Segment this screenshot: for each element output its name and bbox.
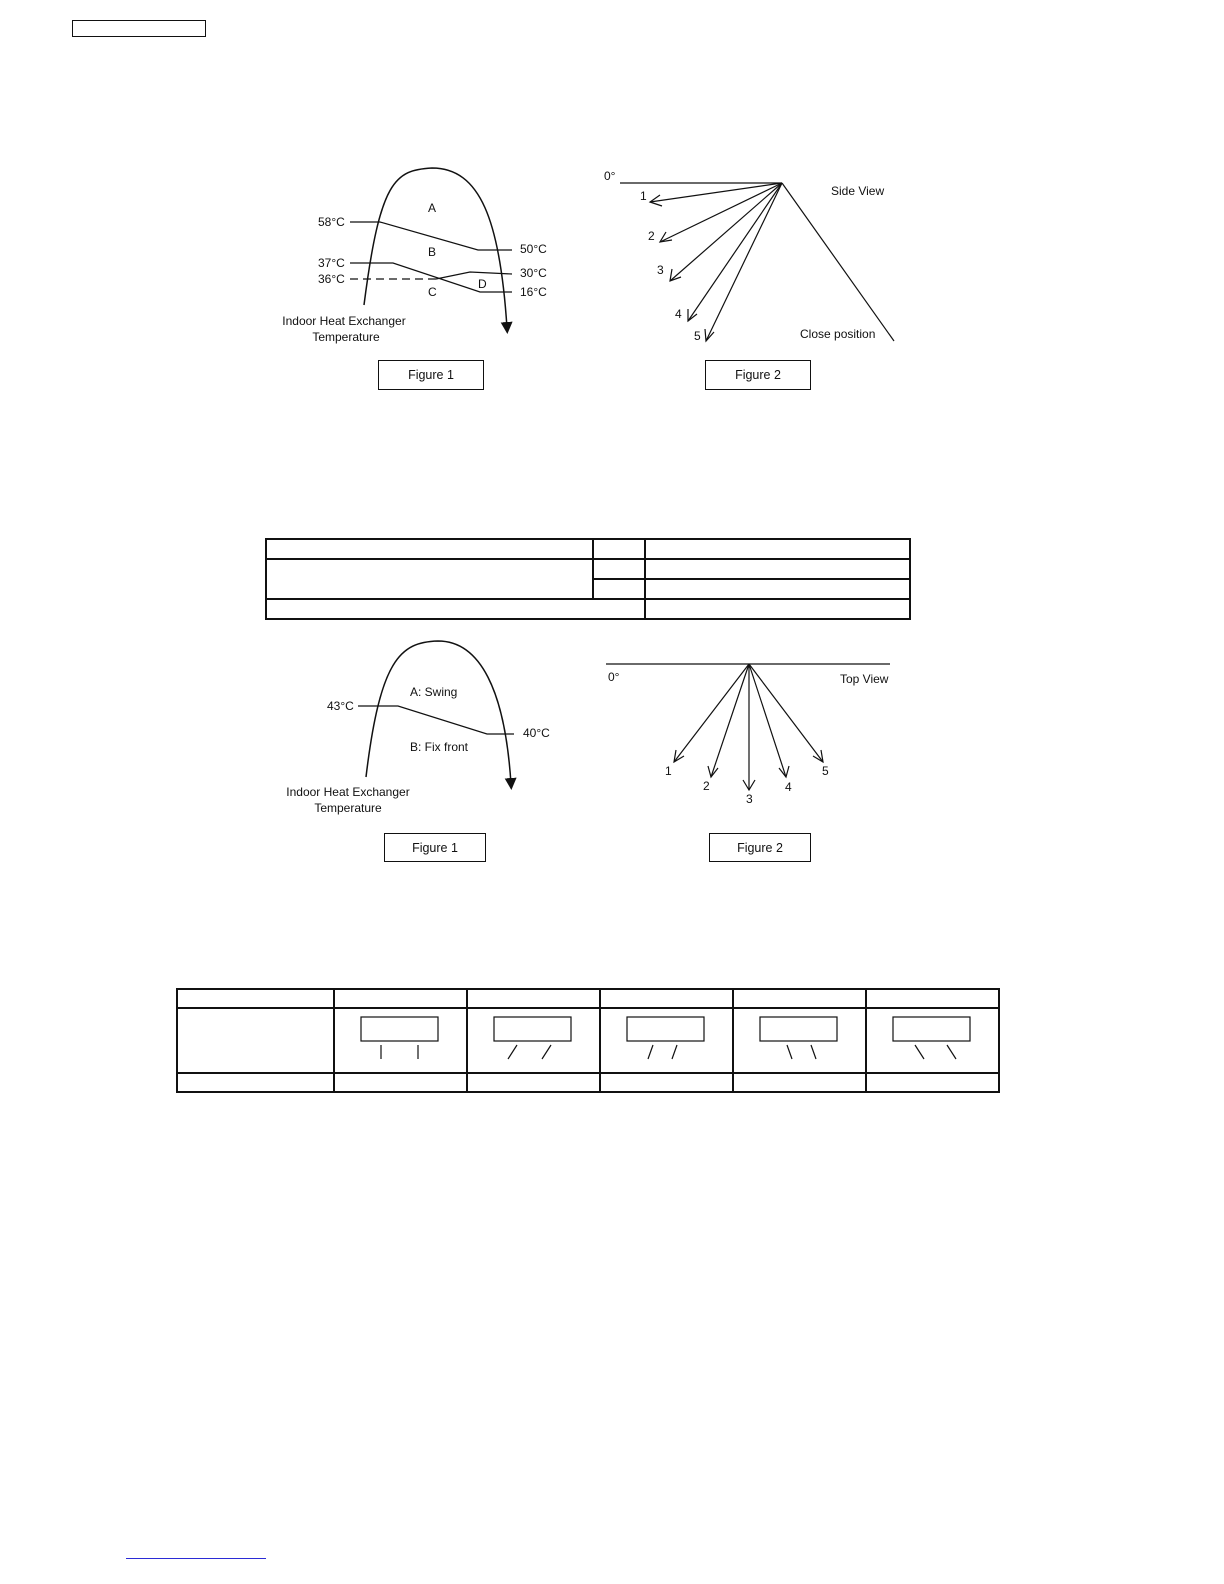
- caption-top-figure2: Figure 2: [705, 360, 811, 390]
- table-row: [177, 1008, 999, 1073]
- temp-40-label: 40°C: [523, 726, 550, 740]
- louver-left-wide-icon: [468, 1009, 599, 1067]
- table-cell: [334, 1073, 467, 1092]
- table-row: [266, 539, 910, 559]
- close-position-label: Close position: [800, 327, 876, 341]
- position-label-1: 1: [640, 189, 647, 203]
- table-cell: [593, 579, 645, 599]
- louver-table: [176, 988, 1000, 1093]
- table-cell: [334, 1008, 467, 1073]
- table-row: [177, 989, 999, 1008]
- hposition-label-1: 1: [665, 764, 672, 778]
- hvane-arrow-4: [749, 664, 786, 777]
- temp-36-label: 36°C: [318, 272, 345, 286]
- temp-43-label: 43°C: [327, 699, 354, 713]
- hvane-arrow-1: [674, 664, 749, 762]
- table-cell: [467, 1073, 600, 1092]
- table-cell: [593, 559, 645, 579]
- table-cell: [266, 539, 593, 559]
- table-cell: [733, 1008, 866, 1073]
- position-label-5: 5: [694, 329, 701, 343]
- hvane-arrow-2: [711, 664, 749, 777]
- table-cell: [645, 579, 910, 599]
- close-position-line: [782, 183, 894, 341]
- temp-50-label: 50°C: [520, 242, 547, 256]
- top-figure2-labels: [604, 169, 884, 343]
- hvane-arrow-5: [749, 664, 823, 762]
- table-cell: [467, 989, 600, 1008]
- table-cell: [866, 1008, 999, 1073]
- vane-arrow-4: [688, 183, 782, 321]
- top-figure1-diagram: [282, 168, 547, 344]
- table-cell: [600, 1073, 733, 1092]
- zone-fix-front-label: B: Fix front: [410, 740, 469, 754]
- caption-top-figure1: Figure 1: [378, 360, 484, 390]
- angle-table: [265, 538, 911, 620]
- zero-degree-label: 0°: [604, 169, 616, 183]
- top-view-label: Top View: [840, 672, 889, 686]
- hposition-label-2: 2: [703, 779, 710, 793]
- axis-label-line2-b: Temperature: [314, 801, 382, 815]
- louver-left-narrow-icon: [601, 1009, 732, 1067]
- zone-d-label: D: [478, 277, 487, 291]
- vane-arrow-5: [706, 183, 782, 341]
- table-cell: [645, 559, 910, 579]
- axis-label-line1: Indoor Heat Exchanger: [282, 314, 406, 328]
- table-cell: [177, 989, 334, 1008]
- table-cell: [733, 989, 866, 1008]
- temp-37-label: 37°C: [318, 256, 345, 270]
- louver-right-wide-icon: [867, 1009, 998, 1067]
- table-cell: [866, 1073, 999, 1092]
- hposition-label-3: 3: [746, 792, 753, 806]
- table-cell: [177, 1073, 334, 1092]
- temp-30-label: 30°C: [520, 266, 547, 280]
- threshold-30-line: [436, 272, 512, 279]
- temp-16-label: 16°C: [520, 285, 547, 299]
- louver-straight-icon: [335, 1009, 466, 1067]
- table-row: [266, 599, 910, 619]
- side-view-label: Side View: [831, 184, 885, 198]
- threshold-43-40-line: [358, 706, 514, 734]
- zone-b-label: B: [428, 245, 437, 259]
- hposition-label-5: 5: [822, 764, 829, 778]
- table-cell: [593, 539, 645, 559]
- temp-58-label: 58°C: [318, 215, 345, 229]
- zone-a-label: A: [428, 201, 437, 215]
- temperature-curve-2: [366, 641, 511, 784]
- table-cell: [266, 599, 645, 619]
- hposition-label-4: 4: [785, 780, 792, 794]
- caption-bottom-figure1: Figure 1: [384, 833, 486, 862]
- position-label-2: 2: [648, 229, 655, 243]
- table-cell: [645, 599, 910, 619]
- vane-arrow-3: [670, 183, 782, 281]
- table-cell: [467, 1008, 600, 1073]
- bottom-figure1-diagram: [286, 641, 550, 815]
- axis-label-line2: Temperature: [312, 330, 380, 344]
- axis-label-line1-b: Indoor Heat Exchanger: [286, 785, 410, 799]
- table-cell: [266, 559, 593, 599]
- table-row: [266, 559, 910, 579]
- zone-swing-label: A: Swing: [410, 685, 458, 699]
- position-label-3: 3: [657, 263, 664, 277]
- zone-c-label: C: [428, 285, 437, 299]
- zero-degree-label-b: 0°: [608, 670, 620, 684]
- table-cell: [600, 989, 733, 1008]
- table-cell: [866, 989, 999, 1008]
- footer-link[interactable]: [126, 1558, 266, 1559]
- top-figure2-diagram: [620, 183, 894, 341]
- table-row: [177, 1073, 999, 1092]
- louver-right-narrow-icon: [734, 1009, 865, 1067]
- table-cell: [733, 1073, 866, 1092]
- table-cell: [177, 1008, 334, 1073]
- table-cell: [334, 989, 467, 1008]
- table-cell: [645, 539, 910, 559]
- table-cell: [600, 1008, 733, 1073]
- caption-bottom-figure2: Figure 2: [709, 833, 811, 862]
- position-label-4: 4: [675, 307, 682, 321]
